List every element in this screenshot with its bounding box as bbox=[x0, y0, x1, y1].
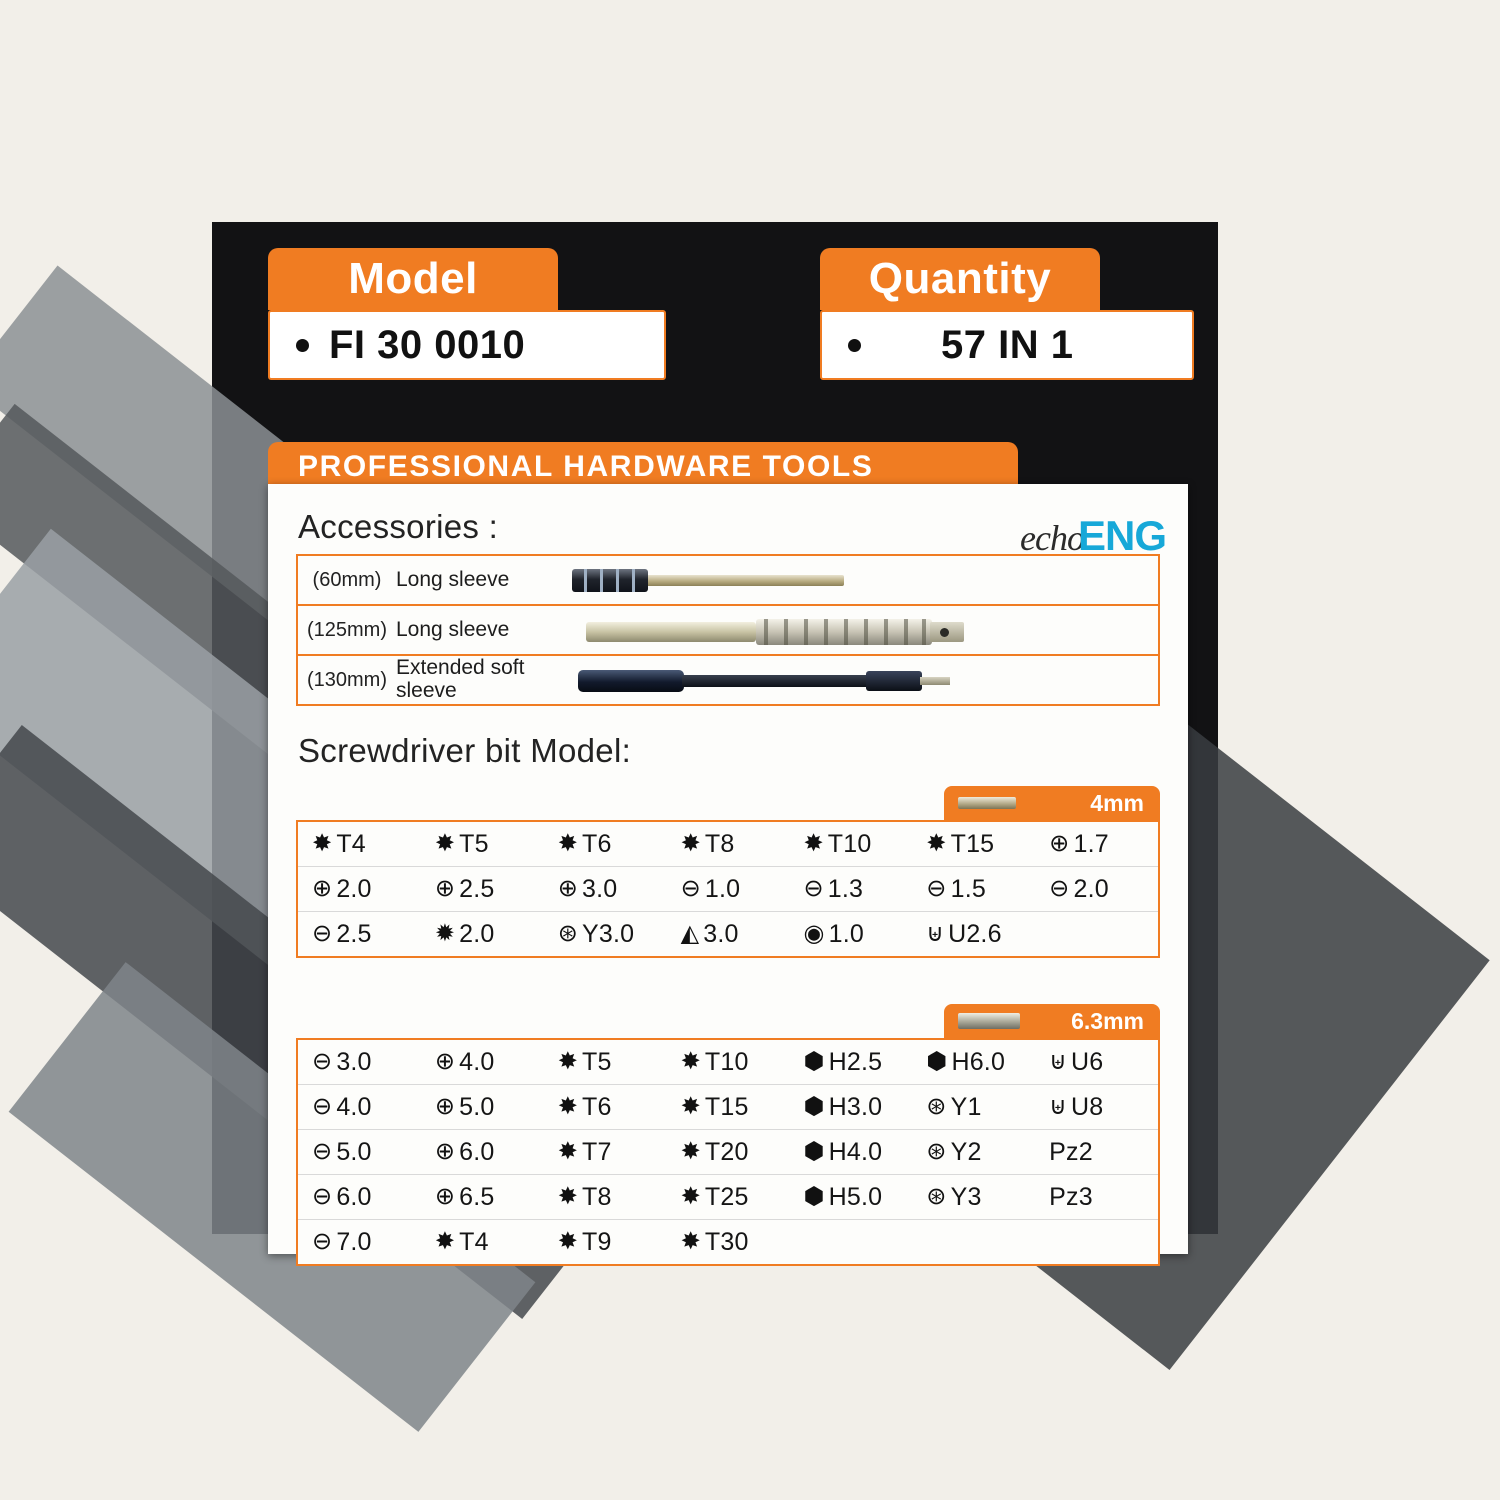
bit-cell bbox=[912, 912, 1035, 956]
bit-cell bbox=[1035, 822, 1158, 866]
bit-label: 5.0 bbox=[459, 1092, 495, 1121]
bit-label: 2.0 bbox=[1073, 874, 1109, 903]
accessory-name: Long sleeve bbox=[396, 617, 510, 641]
card-title: PROFESSIONAL HARDWARE TOOLS bbox=[298, 450, 874, 483]
bit-label: T25 bbox=[704, 1182, 749, 1211]
bit-icon bbox=[958, 797, 1016, 809]
torx-icon: ✸ bbox=[680, 1048, 701, 1075]
bit-cell bbox=[1035, 867, 1158, 911]
bit-cell bbox=[421, 1175, 544, 1219]
bit-cell bbox=[667, 1175, 790, 1219]
bit-label: T5 bbox=[459, 829, 489, 858]
quantity-value-box bbox=[820, 310, 1194, 380]
bit-label: 1.5 bbox=[950, 874, 986, 903]
slotted-icon: ⊖ bbox=[803, 875, 824, 902]
phillips-icon: ⊕ bbox=[434, 875, 456, 902]
torx-icon: ✸ bbox=[680, 830, 701, 857]
table-row bbox=[298, 656, 1158, 704]
bit-label: T20 bbox=[704, 1137, 749, 1166]
pentalobe-icon: ✹ bbox=[434, 920, 456, 947]
torx-icon: ✸ bbox=[434, 1228, 456, 1255]
table-row bbox=[298, 1040, 1158, 1085]
phillips-icon: ⊕ bbox=[434, 1183, 456, 1210]
bit-label: 2.0 bbox=[336, 874, 372, 903]
torx-icon: ✸ bbox=[926, 830, 947, 857]
bit-label: H5.0 bbox=[828, 1182, 883, 1211]
bit-cell bbox=[544, 867, 667, 911]
bits-heading: Screwdriver bit Model: bbox=[298, 732, 632, 769]
bit-cell bbox=[421, 1040, 544, 1084]
bit-label: T15 bbox=[704, 1092, 749, 1121]
bit-label: H2.5 bbox=[828, 1047, 883, 1076]
accessory-name: Extended soft sleeve bbox=[396, 656, 525, 702]
bit-cell bbox=[298, 912, 421, 956]
accessory-size: (60mm) bbox=[312, 568, 382, 591]
phillips-icon: ⊕ bbox=[1049, 830, 1070, 857]
bit-cell bbox=[298, 822, 421, 866]
tri-wing-icon: ⊛ bbox=[557, 920, 579, 947]
slotted-icon: ⊖ bbox=[312, 1138, 333, 1165]
bit-cell bbox=[789, 912, 912, 956]
bit-label: 2.0 bbox=[459, 919, 495, 948]
bit-cell bbox=[667, 1085, 790, 1129]
bit-size-label: 6.3mm bbox=[1071, 1007, 1144, 1034]
bit-cell bbox=[912, 1040, 1035, 1084]
torx-icon: ✸ bbox=[557, 1228, 579, 1255]
bit-label: 1.7 bbox=[1073, 829, 1109, 858]
accessories-table bbox=[296, 554, 1160, 706]
hex-icon: ⬢ bbox=[926, 1048, 948, 1075]
hex-icon: ⬢ bbox=[803, 1093, 825, 1120]
slotted-icon: ⊖ bbox=[680, 875, 701, 902]
phillips-icon: ⊕ bbox=[557, 875, 579, 902]
phillips-icon: ⊕ bbox=[434, 1093, 456, 1120]
bit-cell bbox=[789, 822, 912, 866]
table-row bbox=[298, 606, 1158, 656]
bit-label: 7.0 bbox=[336, 1227, 372, 1256]
slotted-icon: ⊖ bbox=[312, 1228, 333, 1255]
brand-name-part2: ENG bbox=[1077, 512, 1166, 559]
slotted-icon: ⊖ bbox=[312, 1183, 333, 1210]
bit-label: U2.6 bbox=[948, 919, 1002, 948]
brand-logo bbox=[1020, 512, 1166, 560]
bit-label: T30 bbox=[704, 1227, 749, 1256]
bit-cell bbox=[1035, 1130, 1158, 1174]
spec-card bbox=[268, 484, 1188, 1254]
slotted-icon: ⊖ bbox=[312, 1093, 333, 1120]
bit-cell bbox=[789, 867, 912, 911]
torx-icon: ✸ bbox=[557, 1048, 579, 1075]
hex-icon: ⬢ bbox=[803, 1138, 825, 1165]
bit-label: 6.0 bbox=[336, 1182, 372, 1211]
accessory-size: (130mm) bbox=[306, 668, 387, 691]
torx-icon: ✸ bbox=[557, 1093, 579, 1120]
bit-cell bbox=[421, 867, 544, 911]
accessory-size: (125mm) bbox=[306, 618, 387, 641]
bit-label: 5.0 bbox=[336, 1137, 372, 1166]
bit-label: 1.3 bbox=[827, 874, 864, 903]
accessory-name: Long sleeve bbox=[396, 567, 510, 591]
bit-label: U6 bbox=[1070, 1047, 1104, 1076]
bit-size-tab-4mm bbox=[944, 786, 1160, 820]
bit-size-label: 4mm bbox=[1090, 789, 1144, 816]
long-sleeve-60mm-image bbox=[572, 556, 1158, 604]
bit-cell bbox=[1035, 1220, 1158, 1264]
bit-cell bbox=[789, 1130, 912, 1174]
bit-cell bbox=[789, 1220, 912, 1264]
u-shape-icon: ⊎ bbox=[1049, 1093, 1067, 1120]
table-row bbox=[298, 1175, 1158, 1220]
quantity-value: 57 IN 1 bbox=[941, 322, 1074, 367]
torx-icon: ✸ bbox=[312, 830, 333, 857]
bit-label: Y1 bbox=[950, 1092, 982, 1121]
bit-label: 6.5 bbox=[459, 1182, 495, 1211]
bit-label: T9 bbox=[582, 1227, 612, 1256]
bit-cell bbox=[912, 1175, 1035, 1219]
product-photo bbox=[212, 222, 1218, 1256]
bullet-icon bbox=[848, 339, 861, 352]
bit-cell bbox=[667, 1040, 790, 1084]
model-value-box bbox=[268, 310, 666, 380]
bit-cell bbox=[421, 1220, 544, 1264]
bit-label: H4.0 bbox=[828, 1137, 883, 1166]
bit-label: 4.0 bbox=[336, 1092, 372, 1121]
bit-cell bbox=[544, 1220, 667, 1264]
bit-label: T7 bbox=[582, 1137, 612, 1166]
bit-cell bbox=[544, 822, 667, 866]
tri-wing-icon: ⊛ bbox=[926, 1093, 947, 1120]
torx-icon: ✸ bbox=[557, 830, 579, 857]
phillips-icon: ⊕ bbox=[434, 1048, 456, 1075]
bit-cell bbox=[1035, 1040, 1158, 1084]
bit-label: 2.5 bbox=[459, 874, 495, 903]
bit-label: Pz3 bbox=[1049, 1182, 1093, 1211]
torx-icon: ✸ bbox=[680, 1183, 701, 1210]
hex-icon: ⬢ bbox=[803, 1048, 825, 1075]
table-row bbox=[298, 867, 1158, 912]
bit-cell bbox=[1035, 912, 1158, 956]
tri-wing-icon: ⊛ bbox=[926, 1138, 947, 1165]
quantity-label: Quantity bbox=[868, 254, 1052, 303]
bit-label: 1.0 bbox=[704, 874, 741, 903]
bit-label: 1.0 bbox=[828, 919, 864, 948]
table-row bbox=[298, 822, 1158, 867]
bit-cell bbox=[421, 912, 544, 956]
model-label: Model bbox=[348, 254, 478, 303]
tri-wing-icon: ⊛ bbox=[926, 1183, 947, 1210]
bit-icon bbox=[958, 1013, 1020, 1029]
bit-label: T6 bbox=[582, 829, 612, 858]
bit-cell bbox=[544, 1175, 667, 1219]
bit-label: Pz2 bbox=[1049, 1137, 1093, 1166]
bit-cell bbox=[298, 867, 421, 911]
bit-label: T8 bbox=[582, 1182, 612, 1211]
bit-label: T8 bbox=[704, 829, 735, 858]
bit-label: T4 bbox=[336, 829, 366, 858]
bit-label: 6.0 bbox=[459, 1137, 495, 1166]
extended-soft-sleeve-130mm-image bbox=[572, 656, 1158, 704]
bit-cell bbox=[1035, 1085, 1158, 1129]
bit-cell bbox=[789, 1040, 912, 1084]
bit-label: 4.0 bbox=[459, 1047, 495, 1076]
bit-cell bbox=[912, 822, 1035, 866]
torx-icon: ✸ bbox=[434, 830, 456, 857]
bit-label: 2.5 bbox=[336, 919, 372, 948]
table-row bbox=[298, 1085, 1158, 1130]
bit-cell bbox=[544, 1040, 667, 1084]
bit-size-tab-6.3mm bbox=[944, 1004, 1160, 1038]
bit-label: T5 bbox=[582, 1047, 612, 1076]
bit-label: U8 bbox=[1070, 1092, 1104, 1121]
table-row bbox=[298, 1220, 1158, 1264]
torx-icon: ✸ bbox=[557, 1183, 579, 1210]
accessories-heading: Accessories : bbox=[298, 508, 499, 545]
bit-cell bbox=[298, 1040, 421, 1084]
table-row bbox=[298, 556, 1158, 606]
bit-cell bbox=[667, 822, 790, 866]
slotted-icon: ⊖ bbox=[1049, 875, 1070, 902]
bit-cell bbox=[1035, 1175, 1158, 1219]
bit-label: H3.0 bbox=[828, 1092, 883, 1121]
bit-cell bbox=[912, 1130, 1035, 1174]
bit-cell bbox=[298, 1220, 421, 1264]
table-row bbox=[298, 912, 1158, 956]
model-label-tab bbox=[268, 248, 558, 310]
bit-label: 3.0 bbox=[336, 1047, 372, 1076]
bit-cell bbox=[421, 822, 544, 866]
bit-table-6.3mm bbox=[296, 1038, 1160, 1266]
torx-icon: ✸ bbox=[557, 1138, 579, 1165]
bit-label: Y2 bbox=[950, 1137, 982, 1166]
model-value: FI 30 0010 bbox=[329, 322, 526, 367]
torx-icon: ✸ bbox=[680, 1138, 701, 1165]
bullet-icon bbox=[296, 339, 309, 352]
bit-label: T15 bbox=[950, 829, 995, 858]
bit-cell bbox=[421, 1130, 544, 1174]
bit-cell bbox=[298, 1175, 421, 1219]
dot-icon: ◉ bbox=[803, 920, 825, 947]
bit-cell bbox=[667, 867, 790, 911]
bit-cell bbox=[789, 1175, 912, 1219]
quantity-label-tab bbox=[820, 248, 1100, 310]
hex-icon: ⬢ bbox=[803, 1183, 825, 1210]
bit-label: T10 bbox=[704, 1047, 749, 1076]
bit-label: T6 bbox=[582, 1092, 612, 1121]
bit-label: 3.0 bbox=[582, 874, 618, 903]
slotted-icon: ⊖ bbox=[312, 1048, 333, 1075]
bit-cell bbox=[912, 867, 1035, 911]
bit-label: T4 bbox=[459, 1227, 489, 1256]
slotted-icon: ⊖ bbox=[312, 920, 333, 947]
torx-icon: ✸ bbox=[803, 830, 824, 857]
bit-cell bbox=[544, 912, 667, 956]
triangle-icon: ◭ bbox=[680, 920, 700, 947]
bit-cell bbox=[667, 1130, 790, 1174]
table-row bbox=[298, 1130, 1158, 1175]
phillips-icon: ⊕ bbox=[434, 1138, 456, 1165]
brand-name-part1: echo bbox=[1020, 518, 1084, 558]
bit-label: Y3.0 bbox=[582, 919, 635, 948]
bit-table-4mm bbox=[296, 820, 1160, 958]
bit-label: T10 bbox=[827, 829, 872, 858]
bit-cell bbox=[912, 1220, 1035, 1264]
bit-cell bbox=[912, 1085, 1035, 1129]
bit-label: H6.0 bbox=[951, 1047, 1006, 1076]
torx-icon: ✸ bbox=[680, 1093, 701, 1120]
bit-label: 3.0 bbox=[703, 919, 739, 948]
bit-cell bbox=[667, 1220, 790, 1264]
bit-cell bbox=[298, 1085, 421, 1129]
bit-cell bbox=[298, 1130, 421, 1174]
slotted-icon: ⊖ bbox=[926, 875, 947, 902]
u-shape-icon: ⊎ bbox=[1049, 1048, 1067, 1075]
u-shape-icon: ⊎ bbox=[926, 920, 945, 947]
long-sleeve-125mm-image bbox=[572, 606, 1158, 654]
bit-cell bbox=[667, 912, 790, 956]
torx-icon: ✸ bbox=[680, 1228, 701, 1255]
bit-label: Y3 bbox=[950, 1182, 982, 1211]
bit-cell bbox=[421, 1085, 544, 1129]
bit-cell bbox=[544, 1130, 667, 1174]
bit-cell bbox=[789, 1085, 912, 1129]
phillips-icon: ⊕ bbox=[312, 875, 333, 902]
bit-cell bbox=[544, 1085, 667, 1129]
